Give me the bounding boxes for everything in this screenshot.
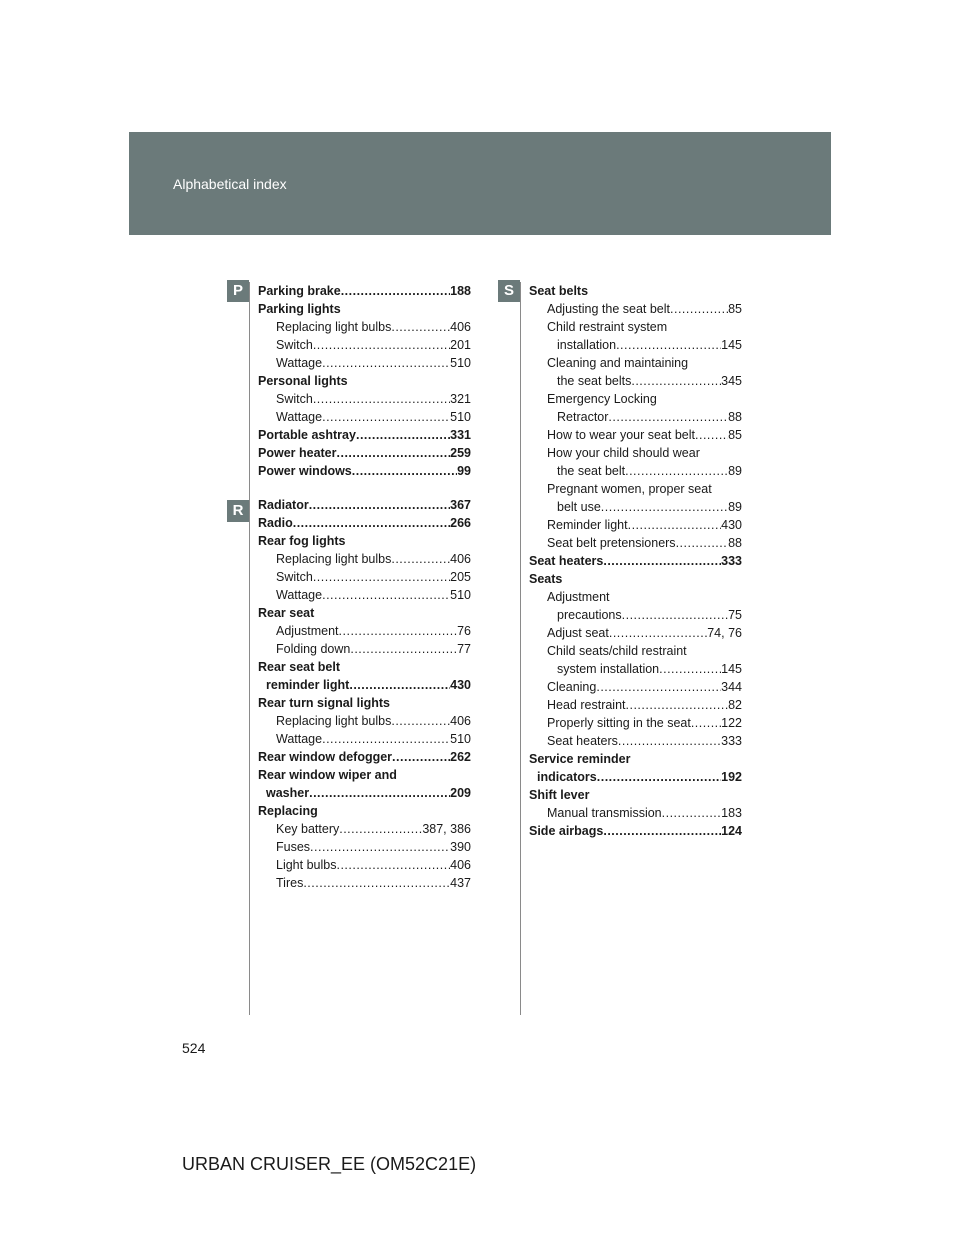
index-term: Adjustment: [547, 590, 610, 604]
index-entry: [529, 750, 742, 768]
page-ref: 99: [457, 464, 471, 478]
page-ref: 321: [450, 392, 471, 406]
page-ref: 188: [450, 284, 471, 298]
dot-leader: [596, 678, 721, 696]
index-entry: [258, 318, 471, 336]
index-entry: [258, 514, 471, 532]
index-entry: [529, 696, 742, 714]
index-entry: [529, 678, 742, 696]
dot-leader: [349, 676, 450, 694]
index-entry: [529, 822, 742, 840]
index-term: Wattage: [276, 588, 323, 602]
dot-leader: [339, 622, 458, 640]
page-ref: 89: [728, 464, 742, 478]
dot-leader: [309, 496, 450, 514]
index-entry: [258, 586, 471, 604]
page-ref: 201: [450, 338, 471, 352]
index-term: Side airbags: [529, 824, 604, 838]
index-entry: [258, 802, 471, 820]
dot-leader: [322, 730, 450, 748]
page-ref: 367: [450, 498, 471, 512]
index-entry: [529, 570, 742, 588]
index-term: Switch: [276, 338, 313, 352]
page-ref: 183: [721, 806, 742, 820]
page-ref: 430: [721, 518, 742, 532]
index-entry: [258, 336, 471, 354]
page-ref: 209: [450, 786, 471, 800]
page-ref: 88: [728, 536, 742, 550]
index-term: Tires: [276, 876, 304, 890]
index-entry: [258, 784, 471, 802]
page-ref: 406: [450, 552, 471, 566]
index-entry: [529, 732, 742, 750]
dot-leader: [313, 390, 450, 408]
index-entry: [258, 712, 471, 730]
index-term: Power windows: [258, 464, 352, 478]
page-ref: 510: [450, 356, 471, 370]
index-entry: [258, 496, 471, 514]
index-entry: [258, 748, 471, 766]
index-term: Seat heaters: [529, 554, 604, 568]
index-entry: [258, 640, 471, 658]
dot-leader: [603, 822, 721, 840]
index-term: Replacing light bulbs: [276, 320, 392, 334]
page-ref: 437: [450, 876, 471, 890]
dot-leader: [609, 624, 707, 642]
index-term: Shift lever: [529, 788, 590, 802]
index-term: system installation: [557, 662, 660, 676]
dot-leader: [628, 516, 722, 534]
page-ref: 85: [728, 428, 742, 442]
index-term: Manual transmission: [547, 806, 662, 820]
index-entry: [258, 354, 471, 372]
index-entry: [529, 426, 742, 444]
index-entry: [529, 336, 742, 354]
index-term: Parking lights: [258, 302, 341, 316]
page-ref: 145: [721, 338, 742, 352]
index-term: Parking brake: [258, 284, 341, 298]
index-term: the seat belt: [557, 464, 626, 478]
index-term: Seat belt pretensioners: [547, 536, 676, 550]
page-number: 524: [182, 1040, 206, 1056]
page-ref: 510: [450, 588, 471, 602]
page-ref: 82: [728, 698, 742, 712]
dot-leader: [322, 408, 450, 426]
page-ref: 345: [721, 374, 742, 388]
dot-leader: [625, 462, 728, 480]
index-term: Retractor: [557, 410, 609, 424]
index-entry: [258, 622, 471, 640]
page-ref: 510: [450, 410, 471, 424]
index-term: Child seats/child restraint: [547, 644, 687, 658]
index-term: Rear seat belt: [258, 660, 340, 674]
page-ref: 124: [721, 824, 742, 838]
dot-leader: [322, 354, 450, 372]
index-entry: [529, 714, 742, 732]
index-term: Wattage: [276, 356, 323, 370]
page-ref: 387, 386: [422, 822, 471, 836]
page-ref: 344: [721, 680, 742, 694]
page-ref: 145: [721, 662, 742, 676]
index-term: Switch: [276, 392, 313, 406]
index-term: Personal lights: [258, 374, 348, 388]
index-entry: [258, 444, 471, 462]
dot-leader: [662, 804, 722, 822]
index-entry: [258, 730, 471, 748]
index-term: Wattage: [276, 410, 323, 424]
section-tab-s: S: [498, 280, 520, 302]
index-entry: [258, 426, 471, 444]
index-term: Portable ashtray: [258, 428, 356, 442]
index-term: Rear window defogger: [258, 750, 393, 764]
dot-leader: [352, 462, 457, 480]
index-term: Replacing light bulbs: [276, 552, 392, 566]
section-tab-p: P: [227, 280, 249, 302]
index-entry: [258, 874, 471, 892]
page-ref: 430: [450, 678, 471, 692]
index-entry: [529, 498, 742, 516]
index-term: Adjust seat: [547, 626, 609, 640]
dot-leader: [322, 586, 450, 604]
index-term: Properly sitting in the seat: [547, 716, 691, 730]
page-ref: 406: [450, 858, 471, 872]
dot-leader: [659, 660, 721, 678]
page-header: [129, 132, 831, 235]
index-term: Cleaning: [547, 680, 597, 694]
index-entry: [529, 642, 742, 660]
dot-leader: [622, 606, 728, 624]
index-entry: [529, 390, 742, 408]
section-p-entries: [258, 282, 471, 480]
dot-leader: [309, 784, 450, 802]
dot-leader: [691, 714, 721, 732]
index-term: Emergency Locking: [547, 392, 657, 406]
index-term: Wattage: [276, 732, 323, 746]
index-entry: [258, 462, 471, 480]
index-entry: [529, 660, 742, 678]
index-entry: [529, 282, 742, 300]
index-term: Radiator: [258, 498, 309, 512]
index-entry: [258, 838, 471, 856]
page-ref: 406: [450, 714, 471, 728]
page-ref: 75: [728, 608, 742, 622]
index-entry: [529, 300, 742, 318]
index-term: Reminder light: [547, 518, 628, 532]
dot-leader: [341, 282, 450, 300]
dot-leader: [597, 768, 721, 786]
index-term: How to wear your seat belt: [547, 428, 695, 442]
index-term: reminder light: [266, 678, 350, 692]
page-ref: 76: [457, 624, 471, 638]
index-term: Head restraint: [547, 698, 626, 712]
index-entry: [258, 856, 471, 874]
index-term: Radio: [258, 516, 293, 530]
page-ref: 266: [450, 516, 471, 530]
index-term: Rear seat: [258, 606, 315, 620]
index-entry: [258, 568, 471, 586]
dot-leader: [695, 426, 728, 444]
index-entry: [529, 372, 742, 390]
page-ref: 333: [721, 554, 742, 568]
index-term: Fuses: [276, 840, 311, 854]
index-term: Seat belts: [529, 284, 589, 298]
index-entry: [529, 318, 742, 336]
index-entry: [258, 390, 471, 408]
index-entry: [258, 282, 471, 300]
index-column-right: [529, 282, 742, 840]
dot-leader: [608, 408, 728, 426]
dot-leader: [337, 444, 451, 462]
dot-leader: [313, 336, 450, 354]
dot-leader: [392, 748, 450, 766]
index-term: Adjustment: [276, 624, 339, 638]
dot-leader: [303, 874, 450, 892]
dot-leader: [310, 838, 450, 856]
index-entry: [529, 516, 742, 534]
dot-leader: [391, 318, 450, 336]
index-entry: [529, 354, 742, 372]
index-term: belt use: [557, 500, 601, 514]
index-entry: [529, 534, 742, 552]
index-term: Switch: [276, 570, 313, 584]
index-term: the seat belts: [557, 374, 632, 388]
index-term: Replacing: [258, 804, 318, 818]
index-term: Seats: [529, 572, 563, 586]
dot-leader: [313, 568, 450, 586]
page-ref: 259: [450, 446, 471, 460]
index-term: Power heater: [258, 446, 337, 460]
index-entry: [529, 552, 742, 570]
index-term: Cleaning and maintaining: [547, 356, 689, 370]
page-ref: 85: [728, 302, 742, 316]
index-entry: [258, 676, 471, 694]
index-entry: [258, 372, 471, 390]
page-ref: 74, 76: [707, 626, 742, 640]
index-term: Child restraint system: [547, 320, 668, 334]
dot-leader: [670, 300, 728, 318]
index-entry: [258, 820, 471, 838]
index-term: Light bulbs: [276, 858, 337, 872]
dot-leader: [350, 640, 457, 658]
section-r-entries: [258, 496, 471, 892]
index-entry: [529, 588, 742, 606]
index-term: washer: [266, 786, 310, 800]
index-entry: [258, 300, 471, 318]
header-title: Alphabetical index: [173, 176, 287, 192]
section-tab-r: R: [227, 500, 249, 522]
index-entry: [258, 658, 471, 676]
page-ref: 192: [721, 770, 742, 784]
index-term: How your child should wear: [547, 446, 700, 460]
index-term: Replacing light bulbs: [276, 714, 392, 728]
index-term: Folding down: [276, 642, 351, 656]
index-term: Pregnant women, proper seat: [547, 482, 712, 496]
page-ref: 333: [721, 734, 742, 748]
index-term: Rear fog lights: [258, 534, 346, 548]
index-entry: [529, 624, 742, 642]
index-entry: [529, 768, 742, 786]
index-column-left: [258, 282, 471, 892]
index-entry: [258, 532, 471, 550]
dot-leader: [616, 336, 721, 354]
index-term: Service reminder: [529, 752, 631, 766]
dot-leader: [336, 856, 450, 874]
dot-leader: [618, 732, 721, 750]
index-entry: [529, 480, 742, 498]
index-term: Rear window wiper and: [258, 768, 397, 782]
dot-leader: [391, 712, 450, 730]
index-term: Seat heaters: [547, 734, 618, 748]
index-entry: [258, 408, 471, 426]
dot-leader: [391, 550, 450, 568]
column-divider-left: [249, 282, 250, 1015]
index-entry: [529, 786, 742, 804]
page-ref: 406: [450, 320, 471, 334]
page-ref: 77: [457, 642, 471, 656]
section-gap: [258, 480, 471, 496]
page-ref: 510: [450, 732, 471, 746]
dot-leader: [676, 534, 729, 552]
index-entry: [529, 462, 742, 480]
page-ref: 390: [450, 840, 471, 854]
dot-leader: [603, 552, 721, 570]
dot-leader: [626, 696, 729, 714]
index-entry: [529, 606, 742, 624]
dot-leader: [339, 820, 422, 838]
dot-leader: [356, 426, 450, 444]
index-entry: [258, 604, 471, 622]
index-term: Rear turn signal lights: [258, 696, 390, 710]
page-ref: 262: [450, 750, 471, 764]
index-term: Adjusting the seat belt: [547, 302, 670, 316]
index-term: precautions: [557, 608, 622, 622]
index-term: installation: [557, 338, 617, 352]
footer-model-code: URBAN CRUISER_EE (OM52C21E): [182, 1154, 477, 1174]
dot-leader: [293, 514, 450, 532]
index-term: indicators: [537, 770, 597, 784]
page-ref: 205: [450, 570, 471, 584]
column-divider-right: [520, 282, 521, 1015]
page-ref: 331: [450, 428, 471, 442]
index-entry: [258, 694, 471, 712]
dot-leader: [601, 498, 728, 516]
page-ref: 122: [721, 716, 742, 730]
index-entry: [258, 766, 471, 784]
index-entry: [529, 408, 742, 426]
index-entry: [529, 804, 742, 822]
dot-leader: [631, 372, 721, 390]
page-ref: 88: [728, 410, 742, 424]
page-ref: 89: [728, 500, 742, 514]
index-entry: [529, 444, 742, 462]
index-term: Key battery: [276, 822, 340, 836]
index-entry: [258, 550, 471, 568]
section-s-entries: [529, 282, 742, 840]
